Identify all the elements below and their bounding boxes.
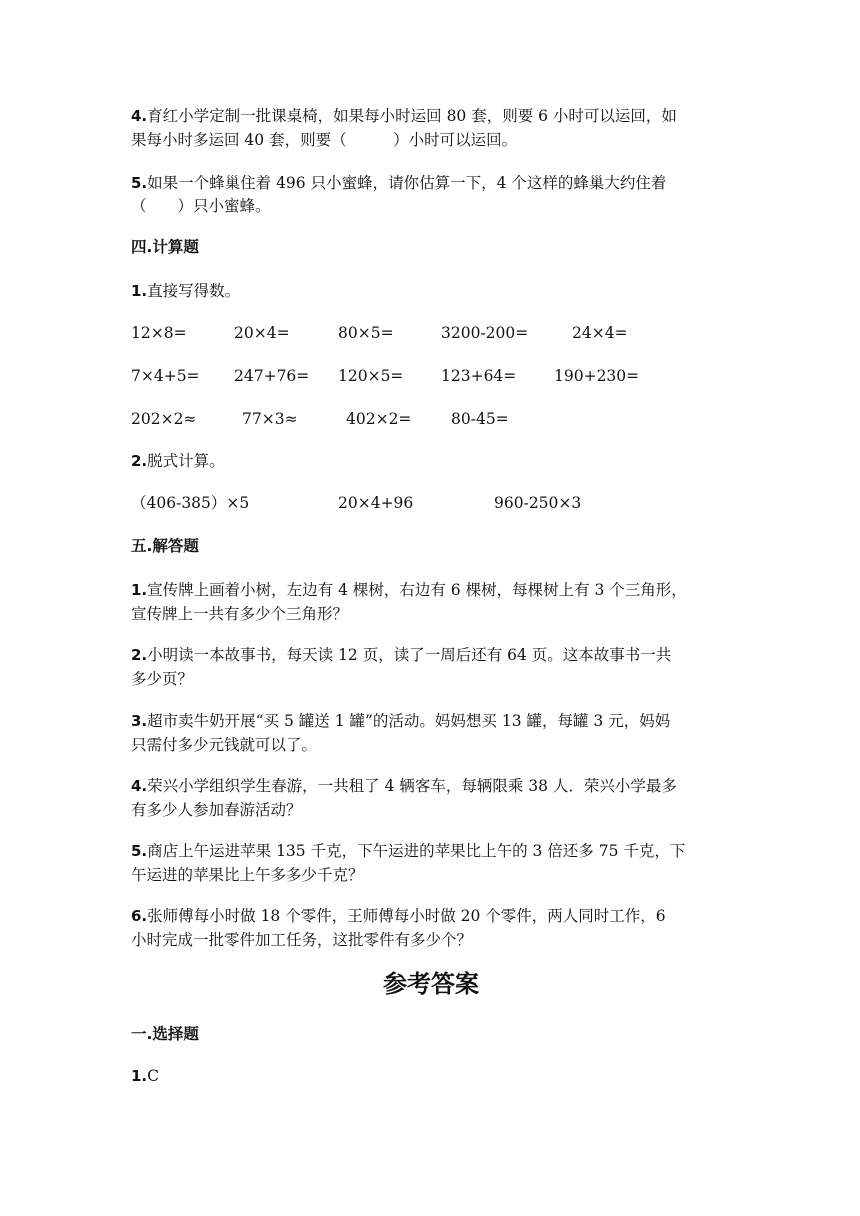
word-q4-line2: 有多少人参加春游活动？ xyxy=(131,801,302,819)
calc-item: 12×8= xyxy=(131,324,187,342)
calc-item: 123+64= xyxy=(441,367,517,385)
calc-q2: 2.脱式计算。 xyxy=(131,452,225,470)
calc-item: 120×5= xyxy=(338,367,404,385)
fill-q5-line1: 5.如果一个蜂巢住着 496 只小蜜蜂，请你估算一下，4 个这样的蜂巢大约住着 xyxy=(131,174,667,192)
calc-item: 247+76= xyxy=(234,367,310,385)
section-heading-word-problems: 五.解答题 xyxy=(131,537,199,555)
word-q4-line1: 4.荣兴小学组织学生春游，一共租了 4 辆客车，每辆限乘 38 人．荣兴小学最多 xyxy=(131,777,677,795)
answer-1: 1.C xyxy=(131,1067,160,1085)
word-q6-line2: 小时完成一批零件加工任务，这批零件有多少个？ xyxy=(131,931,473,949)
answers-title: 参考答案 xyxy=(383,970,479,998)
fill-q4-line1: 4.育红小学定制一批课桌椅，如果每小时运回 80 套，则要 6 小时可以运回，如 xyxy=(131,107,677,125)
answers-section-heading: 一.选择题 xyxy=(131,1025,199,1043)
word-q1-line1: 1.宣传牌上画着小树，左边有 4 棵树，右边有 6 棵树，每棵树上有 3 个三角形， xyxy=(131,581,687,599)
word-q2-line1: 2.小明读一本故事书，每天读 12 页，读了一周后还有 64 页。这本故事书一共 xyxy=(131,646,672,664)
calc-item: 77×3≈ xyxy=(242,410,298,428)
calc-item: 7×4+5= xyxy=(131,367,200,385)
calc-item: 20×4+96 xyxy=(338,494,414,512)
calc-item: 80-45= xyxy=(451,410,509,428)
word-q1-line2: 宣传牌上一共有多少个三角形？ xyxy=(131,605,349,623)
calc-q1: 1.直接写得数。 xyxy=(131,282,241,300)
word-q5-line2: 午运进的苹果比上午多多少千克？ xyxy=(131,866,364,884)
word-q6-line1: 6.张师傅每小时做 18 个零件，王师傅每小时做 20 个零件，两人同时工作，6 xyxy=(131,907,666,925)
word-q3-line2: 只需付多少元钱就可以了。 xyxy=(131,736,318,754)
section-heading-calc: 四.计算题 xyxy=(131,238,199,256)
calc-item: 402×2= xyxy=(346,410,412,428)
calc-item: 24×4= xyxy=(572,324,628,342)
word-q3-line1: 3.超市卖牛奶开展“买 5 罐送 1 罐”的活动。妈妈想买 13 罐，每罐 3 元，妈妈 xyxy=(131,712,671,730)
calc-item: 190+230= xyxy=(554,367,640,385)
calc-item: 960-250×3 xyxy=(494,494,582,512)
word-q5-line1: 5.商店上午运进苹果 135 千克，下午运进的苹果比上午的 3 倍还多 75 千克，下 xyxy=(131,842,686,860)
word-q2-line2: 多少页？ xyxy=(131,670,194,688)
calc-item: 80×5= xyxy=(338,324,394,342)
calc-item: 3200-200= xyxy=(441,324,529,342)
fill-q5-line2: （ ）只小蜜蜂。 xyxy=(131,197,271,215)
calc-item: 202×2≈ xyxy=(131,410,197,428)
calc-item: 20×4= xyxy=(234,324,290,342)
fill-q4-line2: 果每小时多运回 40 套，则要（ ）小时可以运回。 xyxy=(131,131,518,149)
calc-item: （406-385）×5 xyxy=(131,494,250,512)
